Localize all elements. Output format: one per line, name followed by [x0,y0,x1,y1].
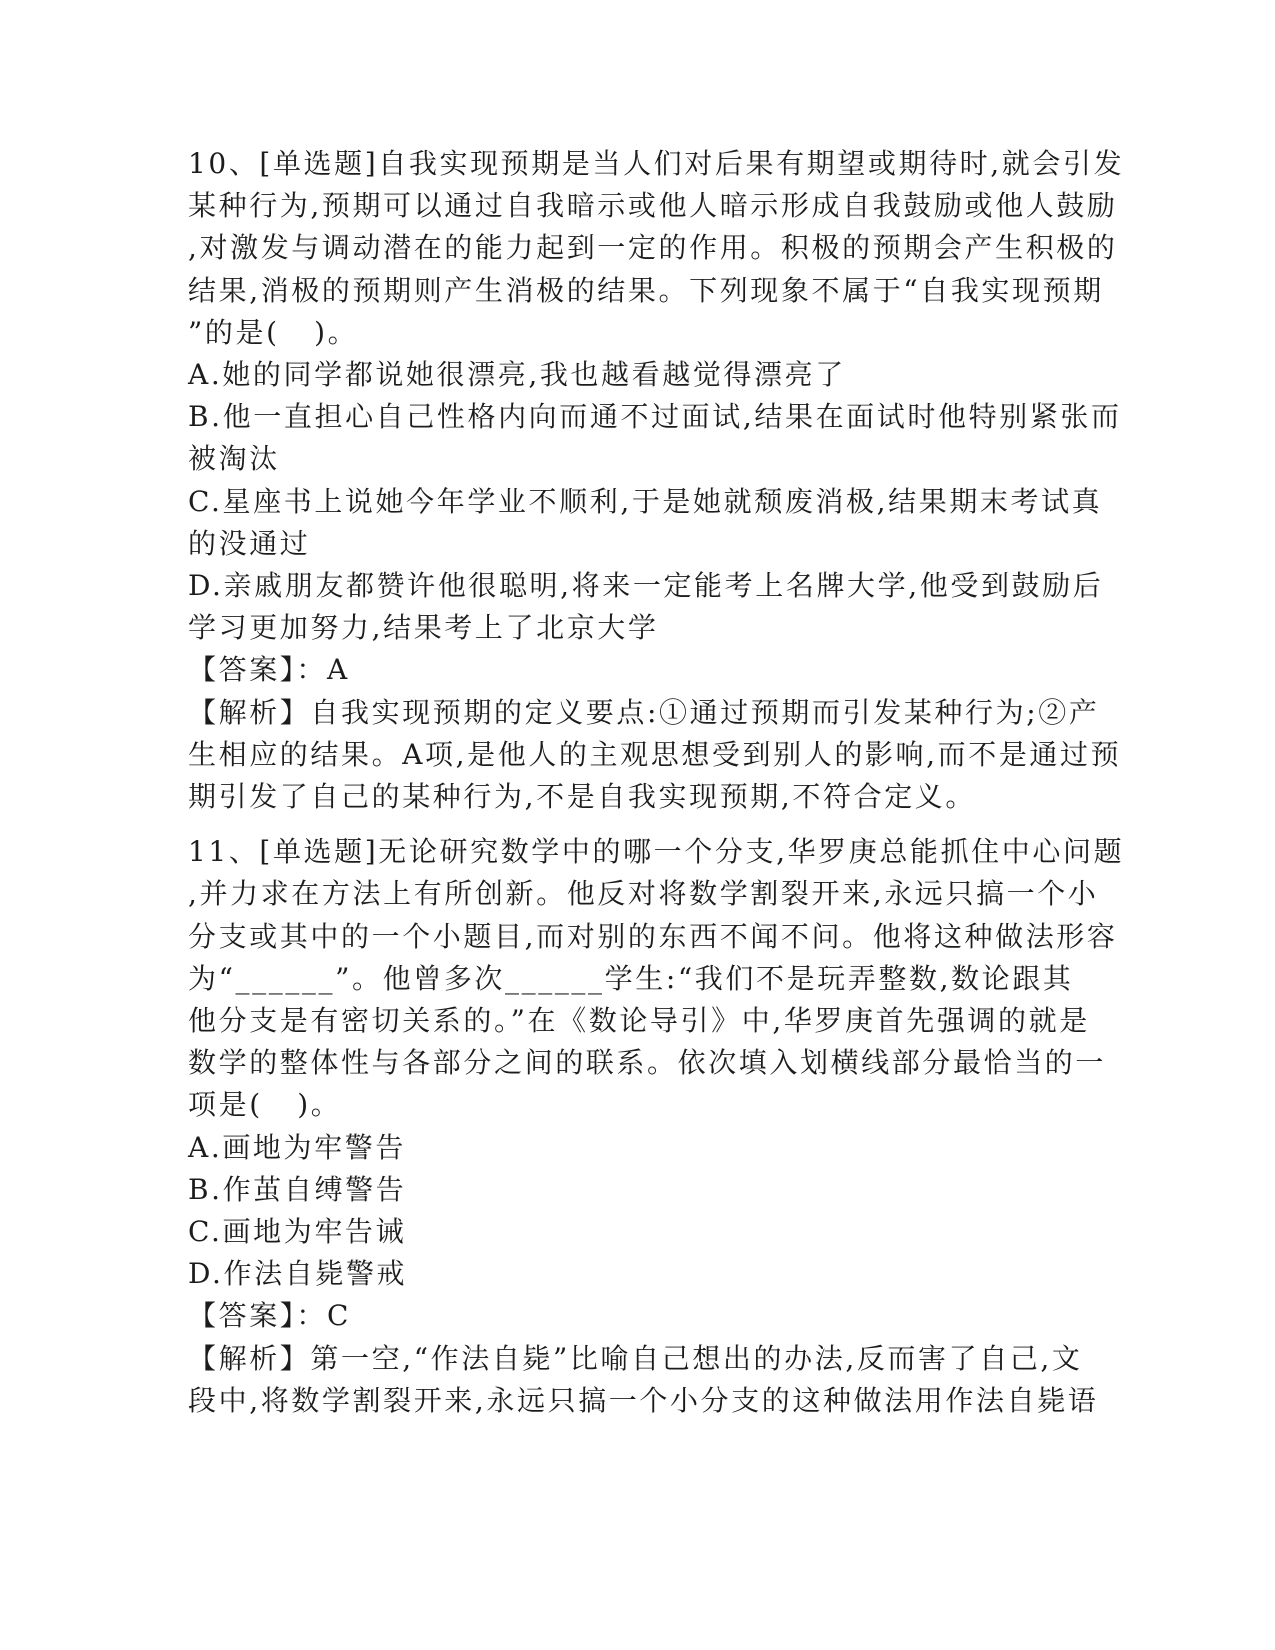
analysis-line: 【解析】自我实现预期的定义要点:①通过预期而引发某种行为;②产 [188,695,1100,729]
stem-line: 10、[单选题]自我实现预期是当人们对后果有期望或期待时,就会引发 [188,147,1125,180]
option-a: A.画地为牢警告 [188,1130,406,1164]
analysis-line: 段中,将数学割裂开来,永远只搞一个小分支的这种做法用作法自毙语 [188,1383,1099,1417]
analysis-line: 期引发了自己的某种行为,不是自我实现预期,不符合定义。 [188,780,977,814]
stem-line: 数学的整体性与各部分之间的联系。依次填入划横线部分最恰当的一 [188,1046,1107,1080]
option-d: D.亲戚朋友都赞许他很聪明,将来一定能考上名牌大学,他受到鼓励后 [188,569,1104,603]
document-page [188,143,1125,1422]
option-c: C.画地为牢告诫 [188,1215,407,1249]
answer: 【答案】：A [188,653,350,687]
option-c-continued: 的没通过 [188,526,311,560]
answer: 【答案】：C [188,1299,352,1333]
stem-line: 11、[单选题]无论研究数学中的哪一个分支,华罗庚总能抓住中心问题 [188,835,1125,869]
question-stem [188,143,1125,354]
question-10 [188,143,1125,818]
question-11 [188,831,1125,1422]
option-a: A.她的同学都说她很漂亮,我也越看越觉得漂亮了 [188,358,846,392]
stem-line: 结果,消极的预期则产生消极的结果。下列现象不属于“自我实现预期 [188,273,1104,307]
stem-line: 项是( )。 [188,1088,342,1122]
stem-line: ,对激发与调动潜在的能力起到一定的作用。积极的预期会产生积极的 [188,231,1118,265]
option-c: C.星座书上说她今年学业不顺利,于是她就颓废消极,结果期末考试真 [188,484,1103,518]
option-b-continued: 被淘汰 [188,442,280,476]
stem-line: 他分支是有密切关系的。”在《数论导引》中,华罗庚首先强调的就是 [188,1004,1090,1038]
analysis [188,692,1122,819]
stem-line: 为“______”。他曾多次______学生:“我们不是玩弄整数,数论跟其 [188,961,1074,995]
stem-line: 某种行为,预期可以通过自我暗示或他人暗示形成自我鼓励或他人鼓励 [188,189,1118,223]
option-d-continued: 学习更加努力,结果考上了北京大学 [188,611,659,645]
analysis [188,1338,1099,1422]
question-options [188,1127,1088,1296]
question-stem [188,831,1125,1126]
analysis-line: 【解析】第一空,“作法自毙”比喻自己想出的办法,反而害了自己,文 [188,1341,1083,1375]
question-options [188,354,1122,649]
option-b: B.作茧自缚警告 [188,1172,407,1206]
option-b: B.他一直担心自己性格内向而通不过面试,结果在面试时他特别紧张而 [188,400,1122,434]
option-d: D.作法自毙警戒 [188,1257,408,1291]
analysis-line: 生相应的结果。A项,是他人的主观思想受到别人的影响,而不是通过预 [188,737,1122,771]
stem-line: 分支或其中的一个小题目,而对别的东西不闻不问。他将这种做法形容 [188,919,1118,953]
stem-line: ,并力求在方法上有所创新。他反对将数学割裂开来,永远只搞一个小 [188,877,1099,911]
stem-line: ”的是( )。 [188,315,359,349]
